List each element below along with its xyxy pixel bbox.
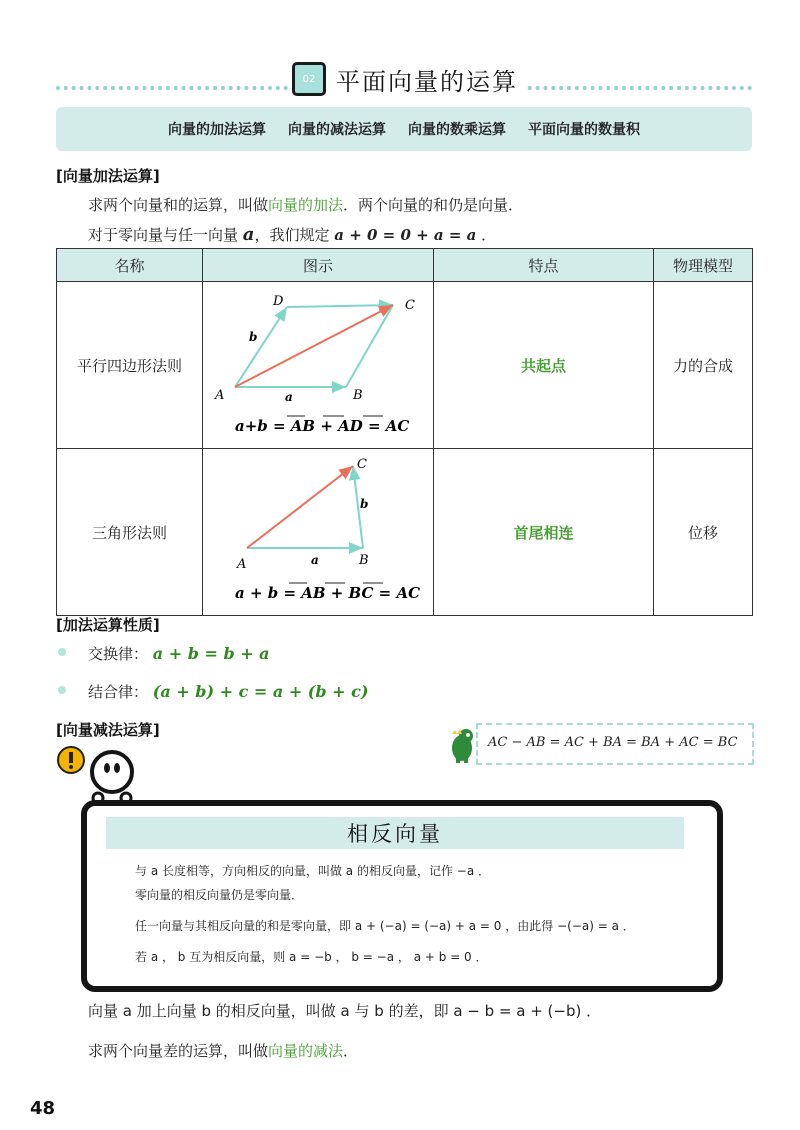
table-header-row <box>57 249 753 282</box>
opposite-vector-title: 相反向量 <box>106 817 684 849</box>
bullet-icon <box>58 648 66 656</box>
box-line-1: 与 a 长度相等，方向相反的向量，叫做 a 的相反向量，记作 −a ． <box>135 864 491 878</box>
subtraction-def-text: 求两个向量差的运算，叫做 <box>88 1042 269 1060</box>
feature-parallelogram: 共起点 <box>434 282 654 449</box>
commutative-label: 交换律： <box>88 645 149 663</box>
addition-def-text: 求两个向量和的运算，叫做 <box>88 196 269 214</box>
feature-triangle: 首尾相连 <box>434 449 654 616</box>
label-A: A <box>215 388 225 403</box>
associative-label: 结合律： <box>88 683 149 701</box>
commutative-law <box>88 643 270 664</box>
rule-name-parallelogram: 平行四边形法则 <box>57 282 203 449</box>
model-parallelogram: 力的合成 <box>654 282 753 449</box>
nav-item-subtraction[interactable]: 向量的减法运算 <box>288 122 386 138</box>
nav-item-addition[interactable]: 向量的加法运算 <box>168 122 266 138</box>
addition-heading: [向量加法运算] <box>56 167 160 185</box>
addition-def-tail: ．两个向量的和仍是向量． <box>343 196 524 214</box>
label-a: a <box>311 553 319 567</box>
tip-box <box>476 723 754 765</box>
zero-vector-rule <box>88 224 496 245</box>
tip-formula: AC − AB = AC + BA = BA + AC = BC <box>488 735 738 750</box>
figure-parallelogram <box>203 282 434 449</box>
col-header-figure: 图示 <box>203 249 434 282</box>
dinosaur-icon <box>440 724 480 764</box>
subtraction-heading: [向量减法运算] <box>56 721 160 739</box>
zero-rule-end: ． <box>481 226 497 244</box>
exclamation-icon <box>56 745 86 775</box>
side-dc-segment <box>287 305 393 307</box>
vector-b-segment <box>235 307 287 387</box>
topic-nav <box>56 107 752 151</box>
nav-item-dot-product[interactable]: 平面向量的数量积 <box>528 122 640 138</box>
table-row <box>57 449 753 616</box>
bullet-icon <box>58 686 66 694</box>
triangle-formula: a + b = AB + BC = AC <box>235 584 421 602</box>
label-a: a <box>285 390 293 404</box>
commutative-formula: a + b = b + a <box>152 644 270 663</box>
mascot-icon <box>86 748 138 806</box>
col-header-model: 物理模型 <box>654 249 753 282</box>
parallelogram-formula: a+b = AB + AD = AC <box>235 417 410 435</box>
parallelogram-diagram <box>203 283 431 447</box>
triangle-diagram <box>203 450 431 614</box>
label-A: A <box>237 557 247 572</box>
associative-formula: (a + b) + c = a + (b + c) <box>152 682 369 701</box>
section-number-badge: 02 <box>292 62 326 96</box>
model-triangle: 位移 <box>654 449 753 616</box>
zero-rule-mid: ，我们规定 <box>254 226 330 244</box>
label-b: b <box>360 497 369 511</box>
label-b: b <box>249 330 258 344</box>
associative-law <box>88 681 368 702</box>
label-C: C <box>357 457 367 472</box>
addition-definition <box>88 194 523 215</box>
addition-rules-table <box>56 248 753 616</box>
zero-rule-text: 对于零向量与任一向量 <box>88 226 239 244</box>
nav-item-scalar[interactable]: 向量的数乘运算 <box>408 122 506 138</box>
page-number: 48 <box>30 1098 56 1119</box>
rule-name-triangle: 三角形法则 <box>57 449 203 616</box>
subtraction-definition <box>88 1040 358 1061</box>
label-B: B <box>359 553 369 568</box>
box-line-4: 若 a ， b 互为相反向量，则 a = −b ， b = −a ， a + b = 0 ． <box>135 950 488 964</box>
vector-ac-sum <box>247 466 353 548</box>
properties-heading: [加法运算性质] <box>56 616 160 634</box>
table-row <box>57 282 753 449</box>
box-line-3: 任一向量与其相反向量的和是零向量，即 a + (−a) = (−a) + a = 0 ，由此得 −(−a) = a ． <box>135 919 635 933</box>
label-C: C <box>405 298 415 313</box>
section-title <box>292 62 526 96</box>
header-dotted-line-right <box>512 86 752 90</box>
col-header-feature: 特点 <box>434 249 654 282</box>
label-D: D <box>273 294 284 309</box>
zero-rule-formula: a + 0 = 0 + a = a <box>334 226 477 244</box>
page-title: 平面向量的运算 <box>336 67 518 96</box>
subtraction-term: 向量的减法 <box>268 1042 344 1060</box>
difference-definition: 向量 a 加上向量 b 的相反向量，叫做 a 与 b 的差，即 a − b = a + (−b) ． <box>88 1002 602 1020</box>
box-line-2: 零向量的相反向量仍是零向量． <box>135 888 304 902</box>
figure-triangle <box>203 449 434 616</box>
addition-term: 向量的加法 <box>268 196 344 214</box>
col-header-name: 名称 <box>57 249 203 282</box>
label-B: B <box>353 388 363 403</box>
subtraction-def-tail: ． <box>343 1042 359 1060</box>
zero-rule-a: a <box>242 224 255 245</box>
header-dotted-line-left <box>56 86 288 90</box>
